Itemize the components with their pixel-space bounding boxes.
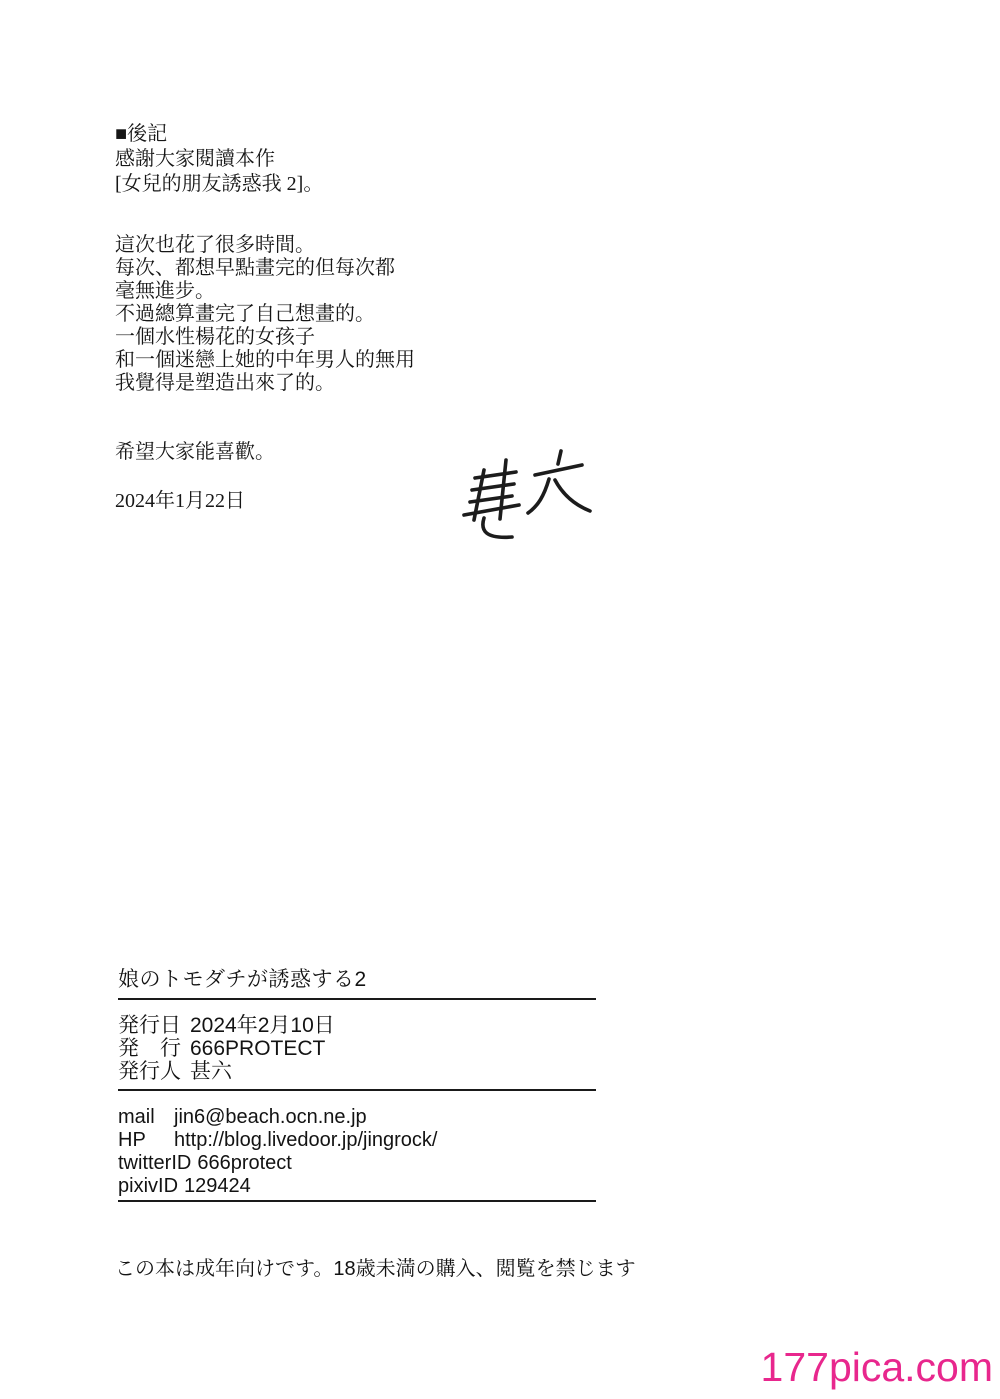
contact-info	[118, 1106, 438, 1198]
afterword-body-line: 和一個迷戀上她的中年男人的無用	[115, 349, 415, 371]
publication-label: 発行日	[118, 1014, 181, 1037]
contact-label: mail	[118, 1106, 155, 1128]
afterword-intro-line: 感謝大家閱讀本作	[115, 148, 275, 170]
divider-rule	[118, 1200, 596, 1202]
afterword-intro	[115, 122, 323, 197]
publication-label: 発 行	[118, 1037, 181, 1060]
afterword-body-line: 毫無進步。	[115, 280, 215, 302]
afterword-date: 2024年1月22日	[115, 490, 245, 512]
contact-value-url: http://blog.livedoor.jp/jingrock/	[174, 1129, 438, 1151]
signature-jinroku-handwriting	[458, 441, 610, 543]
contact-label: pixivID	[118, 1175, 179, 1197]
contact-value-twitter: 666protect	[197, 1152, 292, 1174]
publication-info	[118, 1014, 335, 1083]
contact-label: HP	[118, 1129, 146, 1151]
contact-value-pixiv: 129424	[184, 1175, 251, 1197]
watermark-177pica: 177pica.com	[760, 1344, 993, 1390]
divider-rule	[118, 998, 596, 1000]
afterword-body-line: 這次也花了很多時間。	[115, 234, 315, 256]
publication-row	[118, 1060, 335, 1083]
contact-row	[118, 1152, 438, 1175]
publication-value: 666PROTECT	[190, 1037, 326, 1060]
afterword-body-line: 我覺得是塑造出來了的。	[115, 372, 335, 394]
afterword-heading: ■後記	[115, 123, 168, 145]
colophon-title: 娘のトモダチが誘惑する2	[118, 968, 367, 991]
contact-row	[118, 1129, 438, 1152]
publication-label: 発行人	[118, 1060, 181, 1083]
contact-value-email: jin6@beach.ocn.ne.jp	[174, 1106, 367, 1128]
afterword-closing: 希望大家能喜歡。	[115, 441, 275, 463]
afterword-intro-line: [女兒的朋友誘惑我 2]。	[115, 173, 324, 195]
divider-rule	[118, 1089, 596, 1091]
contact-row	[118, 1106, 438, 1129]
contact-label: twitterID	[118, 1152, 192, 1174]
age-disclaimer: この本は成年向けです。18歳未満の購入、閲覧を禁じます	[115, 1258, 636, 1280]
publication-value: 2024年2月10日	[190, 1014, 335, 1037]
contact-row	[118, 1175, 438, 1198]
afterword-body-line: 一個水性楊花的女孩子	[115, 326, 315, 348]
afterword-body-line: 不過總算畫完了自己想畫的。	[115, 303, 375, 325]
publication-value: 甚六	[190, 1060, 232, 1083]
afterword-body	[115, 234, 415, 395]
publication-row	[118, 1014, 335, 1037]
afterword-body-line: 每次、都想早點畫完的但每次都	[115, 257, 395, 279]
publication-row	[118, 1037, 335, 1060]
